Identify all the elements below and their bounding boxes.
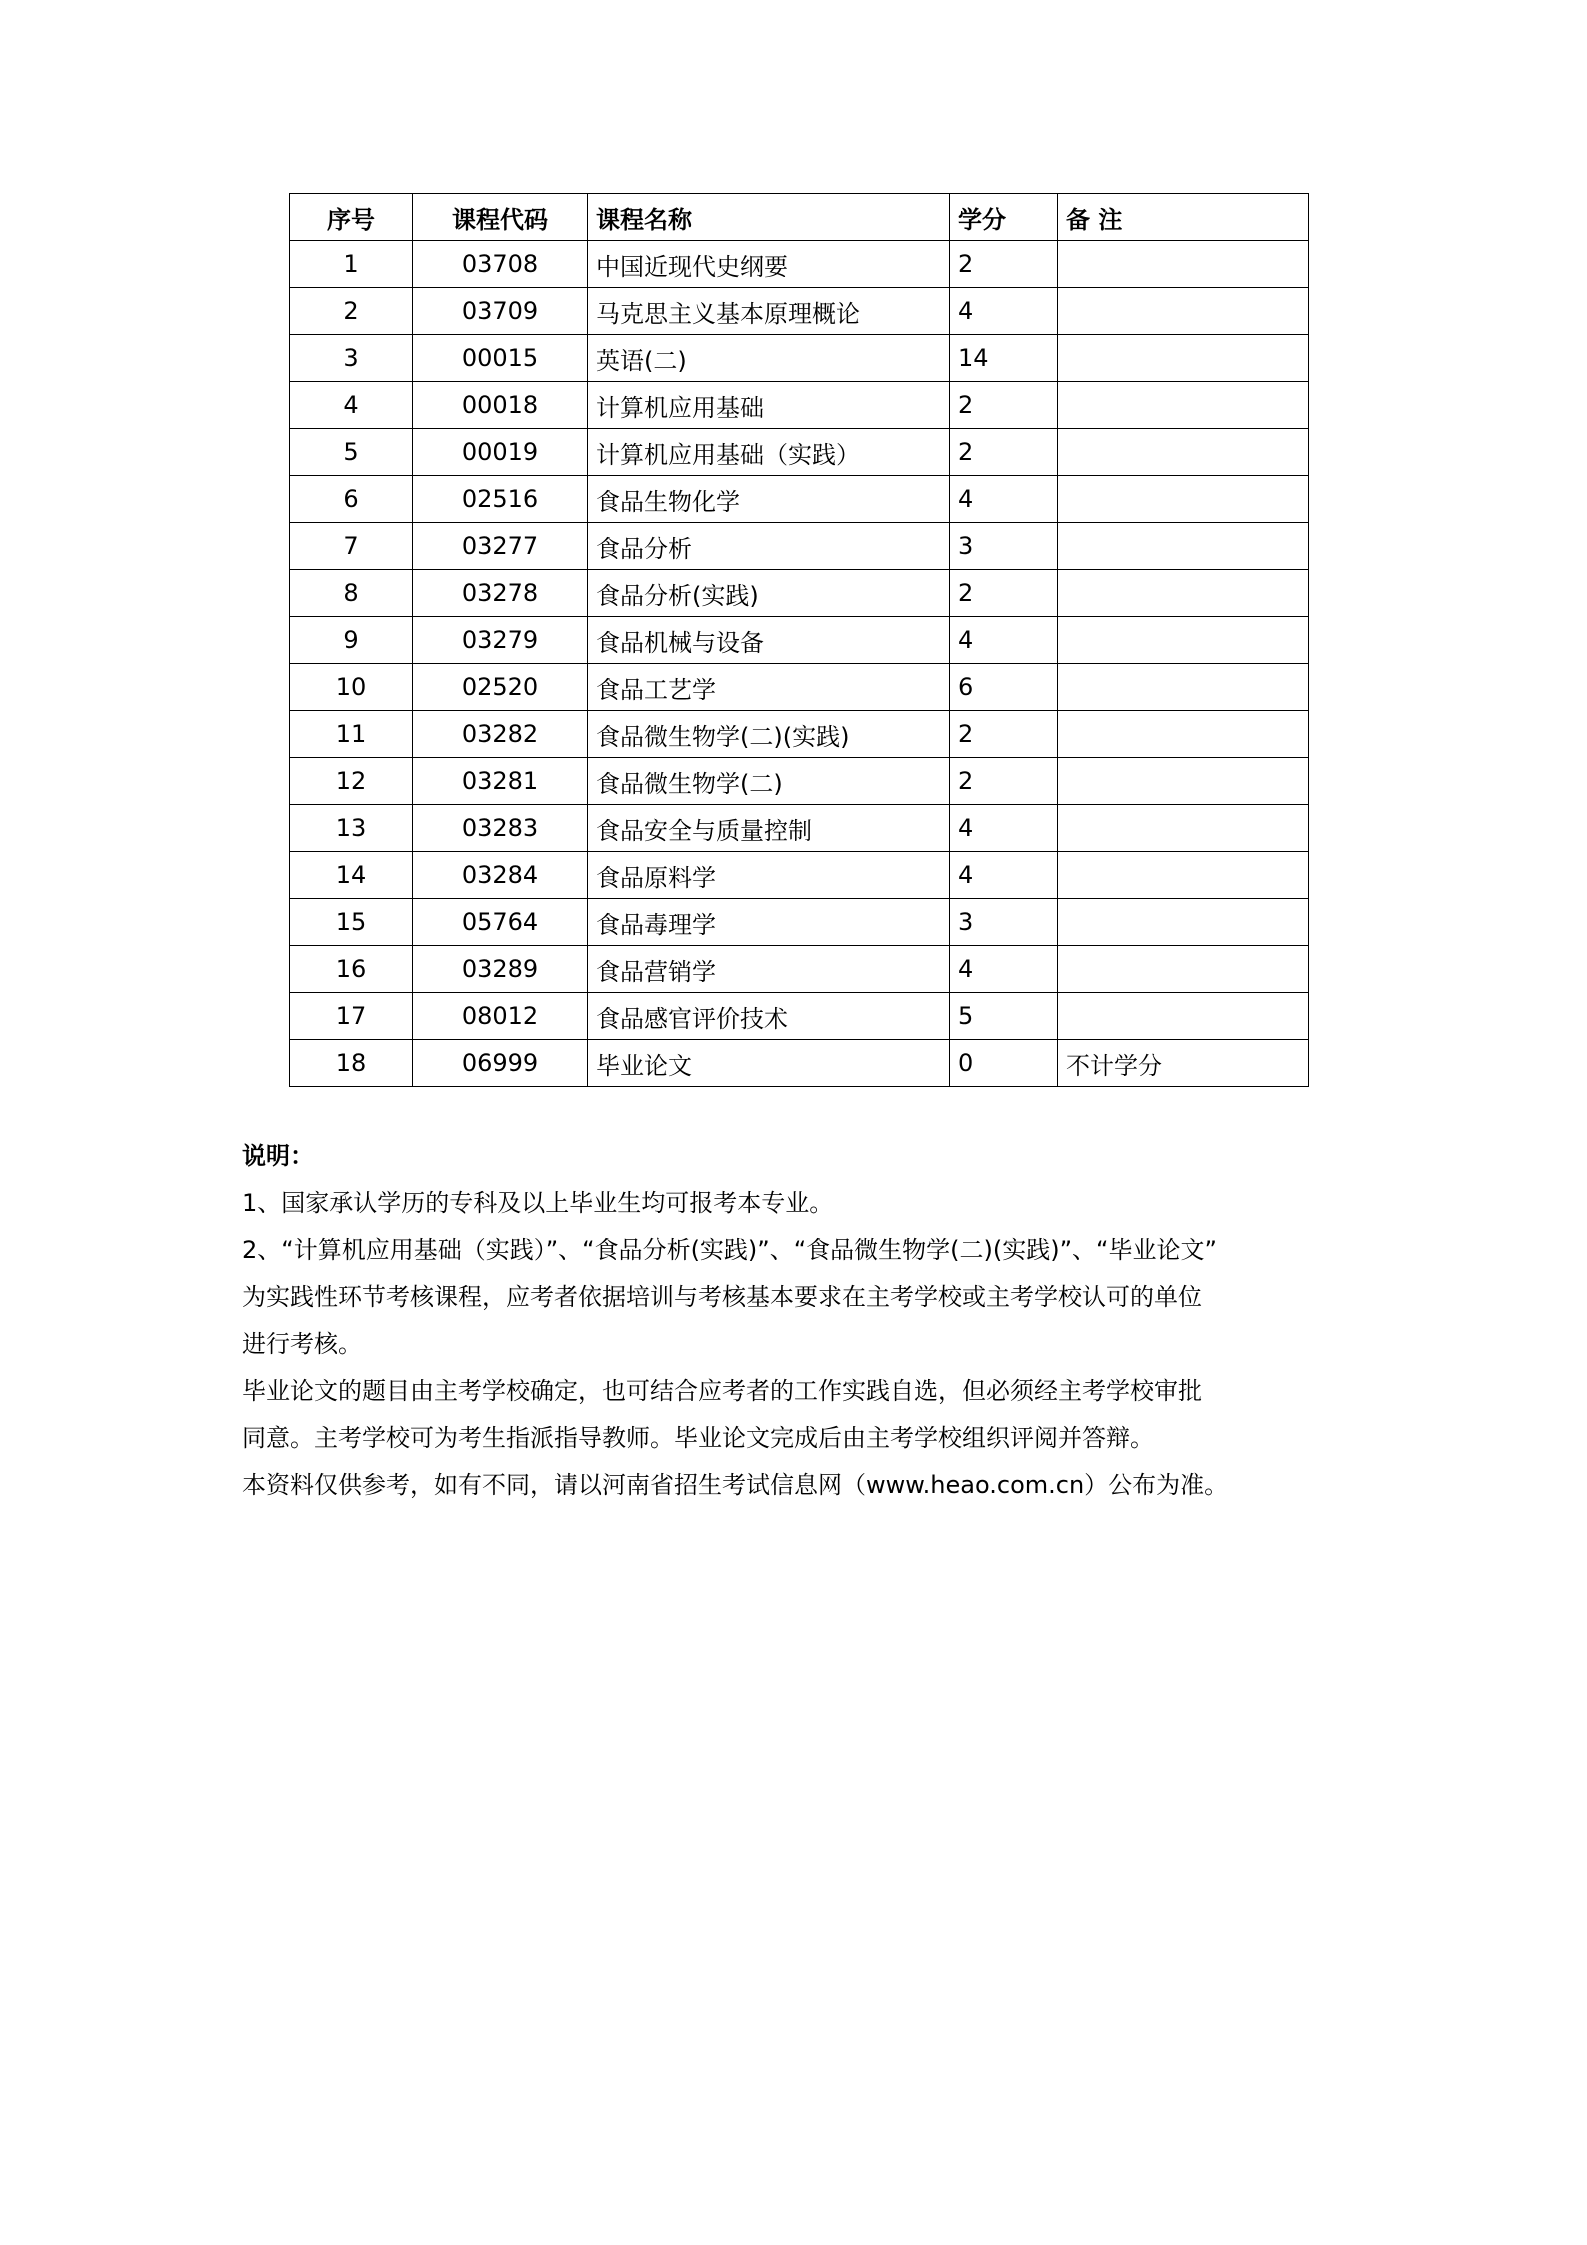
- cell-serial-number: 17: [290, 993, 413, 1040]
- cell-remarks: [1058, 946, 1309, 993]
- notes-line: 毕业论文的题目由主考学校确定，也可结合应考者的工作实践自选，但必须经主考学校审批: [242, 1377, 1202, 1405]
- table-row: [290, 852, 1309, 899]
- cell-serial-number: 8: [290, 570, 413, 617]
- notes-line: 为实践性环节考核课程，应考者依据培训与考核基本要求在主考学校或主考学校认可的单位: [242, 1283, 1202, 1311]
- cell-serial-number: 7: [290, 523, 413, 570]
- cell-credits: 4: [950, 852, 1058, 899]
- table-row: [290, 805, 1309, 852]
- table-row: [290, 335, 1309, 382]
- notes-line: 本资料仅供参考，如有不同，请以河南省招生考试信息网（www.heao.com.cn）公布为准。: [242, 1471, 1229, 1499]
- header-remarks: 备 注: [1058, 194, 1309, 241]
- cell-course-name: 英语(二): [588, 335, 950, 382]
- cell-serial-number: 13: [290, 805, 413, 852]
- cell-course-code: 03278: [413, 570, 588, 617]
- cell-credits: 0: [950, 1040, 1058, 1087]
- cell-remarks: [1058, 758, 1309, 805]
- table-row: [290, 758, 1309, 805]
- notes-line: 1、国家承认学历的专科及以上毕业生均可报考本专业。: [242, 1189, 834, 1217]
- cell-serial-number: 6: [290, 476, 413, 523]
- cell-remarks: [1058, 805, 1309, 852]
- notes-line: 进行考核。: [242, 1330, 362, 1358]
- cell-credits: 4: [950, 288, 1058, 335]
- cell-credits: 2: [950, 570, 1058, 617]
- cell-serial-number: 12: [290, 758, 413, 805]
- cell-course-name: 计算机应用基础（实践）: [588, 429, 950, 476]
- cell-course-code: 03709: [413, 288, 588, 335]
- cell-course-name: 食品原料学: [588, 852, 950, 899]
- cell-course-code: 03708: [413, 241, 588, 288]
- cell-credits: 6: [950, 664, 1058, 711]
- cell-serial-number: 2: [290, 288, 413, 335]
- cell-remarks: [1058, 993, 1309, 1040]
- cell-course-name: 食品毒理学: [588, 899, 950, 946]
- cell-course-code: 05764: [413, 899, 588, 946]
- cell-course-name: 食品安全与质量控制: [588, 805, 950, 852]
- table-row: [290, 993, 1309, 1040]
- cell-credits: 4: [950, 617, 1058, 664]
- cell-course-code: 03289: [413, 946, 588, 993]
- cell-serial-number: 15: [290, 899, 413, 946]
- cell-serial-number: 9: [290, 617, 413, 664]
- cell-course-name: 食品微生物学(二)(实践): [588, 711, 950, 758]
- cell-course-name: 食品机械与设备: [588, 617, 950, 664]
- cell-serial-number: 16: [290, 946, 413, 993]
- cell-remarks: [1058, 523, 1309, 570]
- table-row: [290, 946, 1309, 993]
- course-table: [289, 193, 1309, 1087]
- table-row: [290, 523, 1309, 570]
- cell-course-code: 08012: [413, 993, 588, 1040]
- cell-course-name: 中国近现代史纲要: [588, 241, 950, 288]
- table-header-row: [290, 194, 1309, 241]
- cell-credits: 2: [950, 382, 1058, 429]
- notes-line: 2、“计算机应用基础（实践）”、“食品分析(实践)”、“食品微生物学(二)(实践)”、“毕业论文”: [242, 1236, 1217, 1264]
- cell-remarks: 不计学分: [1058, 1040, 1309, 1087]
- cell-credits: 14: [950, 335, 1058, 382]
- table-row: [290, 1040, 1309, 1087]
- notes-title: 说明：: [242, 1142, 314, 1170]
- table-row: [290, 899, 1309, 946]
- cell-course-code: 06999: [413, 1040, 588, 1087]
- cell-serial-number: 3: [290, 335, 413, 382]
- cell-serial-number: 4: [290, 382, 413, 429]
- cell-course-name: 毕业论文: [588, 1040, 950, 1087]
- cell-course-name: 食品微生物学(二): [588, 758, 950, 805]
- cell-remarks: [1058, 335, 1309, 382]
- table-row: [290, 288, 1309, 335]
- header-credits: 学分: [950, 194, 1058, 241]
- cell-credits: 3: [950, 523, 1058, 570]
- cell-course-code: 03283: [413, 805, 588, 852]
- cell-remarks: [1058, 476, 1309, 523]
- cell-course-code: 03281: [413, 758, 588, 805]
- cell-remarks: [1058, 241, 1309, 288]
- cell-course-name: 计算机应用基础: [588, 382, 950, 429]
- cell-course-code: 03279: [413, 617, 588, 664]
- cell-serial-number: 18: [290, 1040, 413, 1087]
- cell-serial-number: 11: [290, 711, 413, 758]
- table-row: [290, 241, 1309, 288]
- cell-serial-number: 14: [290, 852, 413, 899]
- notes-section: [242, 1133, 1362, 1509]
- cell-credits: 3: [950, 899, 1058, 946]
- cell-course-code: 02520: [413, 664, 588, 711]
- header-serial-number: 序号: [290, 194, 413, 241]
- cell-remarks: [1058, 429, 1309, 476]
- cell-remarks: [1058, 382, 1309, 429]
- cell-serial-number: 10: [290, 664, 413, 711]
- cell-course-code: 03277: [413, 523, 588, 570]
- cell-course-name: 食品工艺学: [588, 664, 950, 711]
- cell-credits: 5: [950, 993, 1058, 1040]
- cell-serial-number: 1: [290, 241, 413, 288]
- cell-credits: 2: [950, 711, 1058, 758]
- cell-course-code: 02516: [413, 476, 588, 523]
- table-row: [290, 711, 1309, 758]
- cell-course-code: 00018: [413, 382, 588, 429]
- cell-remarks: [1058, 852, 1309, 899]
- table-row: [290, 382, 1309, 429]
- header-course-code: 课程代码: [413, 194, 588, 241]
- table-row: [290, 476, 1309, 523]
- cell-remarks: [1058, 899, 1309, 946]
- cell-course-name: 马克思主义基本原理概论: [588, 288, 950, 335]
- cell-course-code: 03284: [413, 852, 588, 899]
- cell-course-code: 03282: [413, 711, 588, 758]
- table-row: [290, 664, 1309, 711]
- cell-course-name: 食品分析(实践): [588, 570, 950, 617]
- cell-remarks: [1058, 711, 1309, 758]
- cell-credits: 4: [950, 476, 1058, 523]
- cell-remarks: [1058, 617, 1309, 664]
- cell-course-name: 食品营销学: [588, 946, 950, 993]
- cell-remarks: [1058, 664, 1309, 711]
- cell-course-code: 00019: [413, 429, 588, 476]
- notes-line: 同意。主考学校可为考生指派指导教师。毕业论文完成后由主考学校组织评阅并答辩。: [242, 1424, 1154, 1452]
- cell-course-name: 食品生物化学: [588, 476, 950, 523]
- table-body: [290, 241, 1309, 1087]
- table-row: [290, 617, 1309, 664]
- header-course-name: 课程名称: [588, 194, 950, 241]
- cell-remarks: [1058, 570, 1309, 617]
- cell-course-name: 食品感官评价技术: [588, 993, 950, 1040]
- cell-serial-number: 5: [290, 429, 413, 476]
- cell-credits: 2: [950, 758, 1058, 805]
- cell-credits: 4: [950, 946, 1058, 993]
- cell-course-code: 00015: [413, 335, 588, 382]
- cell-remarks: [1058, 288, 1309, 335]
- cell-course-name: 食品分析: [588, 523, 950, 570]
- cell-credits: 2: [950, 241, 1058, 288]
- cell-credits: 2: [950, 429, 1058, 476]
- table-row: [290, 570, 1309, 617]
- table-row: [290, 429, 1309, 476]
- cell-credits: 4: [950, 805, 1058, 852]
